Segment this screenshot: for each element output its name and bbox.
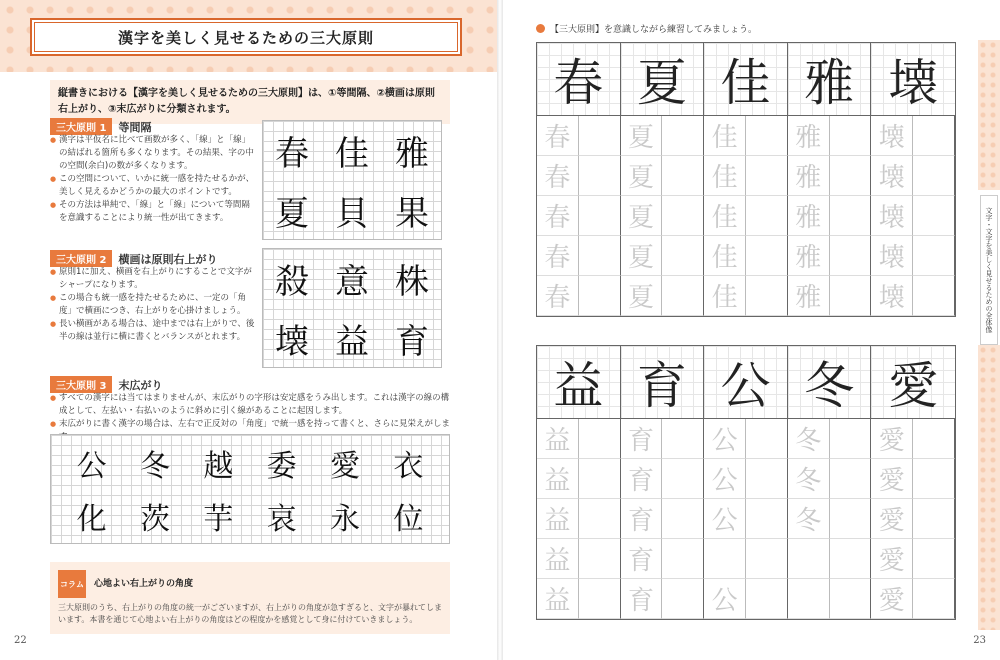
blank-cell[interactable]	[830, 539, 872, 579]
trace-cell[interactable]: 冬	[788, 499, 830, 539]
blank-cell[interactable]	[746, 419, 788, 459]
trace-cell[interactable]: 育	[621, 419, 663, 459]
kanji: 衣	[393, 448, 424, 484]
bullet: ● 末広がりに書く漢字の場合は、左右で正反対の「角度」で統一感を持って書くと、さらに見栄えがしま	[50, 418, 450, 444]
blank-cell[interactable]	[662, 156, 704, 196]
bullet: ● この場合も統一感を持たせるために、一定の「角度」で横画につき、右上がりを心掛けましょう。	[50, 292, 255, 318]
kanji: 意	[335, 261, 369, 302]
title-frame	[30, 18, 462, 56]
trace-cell[interactable]: 育	[621, 539, 663, 579]
rule-3-tag: 三大原則 3	[50, 376, 112, 393]
blank-cell[interactable]	[830, 459, 872, 499]
blank-cell[interactable]	[913, 116, 955, 156]
blank-cell[interactable]	[913, 539, 955, 579]
trace-cell[interactable]: 愛	[871, 539, 913, 579]
model-kanji: 冬	[788, 346, 872, 418]
blank-cell[interactable]	[913, 579, 955, 619]
trace-cell[interactable]: 壊	[871, 196, 913, 236]
bullet-flower-icon	[536, 24, 545, 33]
model-kanji: 雅	[788, 43, 872, 115]
blank-cell[interactable]	[662, 196, 704, 236]
blank-cell[interactable]	[788, 539, 830, 579]
trace-cell[interactable]: 佳	[704, 116, 746, 156]
blank-cell[interactable]	[662, 539, 704, 579]
blank-cell[interactable]	[746, 276, 788, 316]
blank-cell[interactable]	[830, 236, 872, 276]
kanji: 壊	[275, 321, 309, 362]
column-title: 心地よい右上がりの角度	[94, 579, 194, 589]
side-tab-pattern-bottom	[978, 345, 1000, 630]
bullet: ● 漢字は平仮名に比べて画数が多く、「線」と「線」の結ばれる箇所も多くなります。その結果、字の中の空間(余白)の数が多くなります。	[50, 134, 255, 173]
kanji: 委	[266, 448, 297, 484]
trace-cell[interactable]: 雅	[788, 116, 830, 156]
blank-cell[interactable]	[746, 236, 788, 276]
kanji: 永	[329, 501, 360, 537]
trace-cell[interactable]: 雅	[788, 196, 830, 236]
trace-cell[interactable]: 益	[537, 499, 579, 539]
kanji: 化	[76, 501, 107, 537]
rule-2-title: 横画は原則右上がり	[118, 252, 218, 266]
kanji: 茨	[139, 501, 170, 537]
blank-cell[interactable]	[913, 196, 955, 236]
kanji: 株	[395, 261, 429, 302]
rule-2-tag: 三大原則 2	[50, 250, 112, 267]
blank-cell[interactable]	[662, 499, 704, 539]
blank-cell[interactable]	[746, 116, 788, 156]
practice-block-1	[536, 42, 956, 317]
practice-instruction	[536, 22, 757, 35]
kanji: 果	[395, 193, 429, 234]
trace-cell[interactable]: 益	[537, 459, 579, 499]
trace-cell[interactable]: 春	[537, 196, 579, 236]
blank-cell[interactable]	[746, 459, 788, 499]
bullet: ● 原則1に加え、横画を右上がりにすることで文字がシャープになります。	[50, 266, 255, 292]
model-kanji: 壊	[871, 43, 955, 115]
trace-cell[interactable]: 夏	[621, 196, 663, 236]
kanji: 愛	[329, 448, 360, 484]
trace-cell[interactable]: 夏	[621, 236, 663, 276]
model-kanji: 佳	[704, 43, 788, 115]
kanji: 冬	[139, 448, 170, 484]
blank-cell[interactable]	[579, 116, 621, 156]
blank-cell[interactable]	[579, 499, 621, 539]
blank-cell[interactable]	[746, 196, 788, 236]
page-number-right: 23	[973, 635, 986, 646]
blank-cell[interactable]	[579, 236, 621, 276]
blank-cell[interactable]	[662, 419, 704, 459]
kanji: 越	[203, 448, 234, 484]
model-kanji: 公	[704, 346, 788, 418]
trace-cell[interactable]: 雅	[788, 156, 830, 196]
blank-cell[interactable]	[579, 579, 621, 619]
blank-cell[interactable]	[830, 116, 872, 156]
trace-cell[interactable]: 愛	[871, 419, 913, 459]
blank-cell[interactable]	[662, 116, 704, 156]
side-tab-label: 文字・文字を美しく見せるための全体像	[980, 195, 998, 345]
trace-cell[interactable]: 夏	[621, 276, 663, 316]
trace-cell[interactable]: 雅	[788, 276, 830, 316]
rule-1-bullets	[50, 134, 255, 225]
bullet: ● 長い横画がある場合は、途中までは右上がりで、後半の線は並行に横に書くとバランスがとれます。	[50, 318, 255, 344]
trace-grid-2[interactable]	[537, 419, 955, 619]
left-page	[0, 0, 497, 660]
page-title: 漢字を美しく見せるための三大原則	[34, 22, 458, 52]
trace-cell[interactable]: 公	[704, 579, 746, 619]
trace-cell[interactable]: 愛	[871, 459, 913, 499]
trace-cell[interactable]: 冬	[788, 419, 830, 459]
blank-cell[interactable]	[704, 539, 746, 579]
trace-cell[interactable]: 益	[537, 579, 579, 619]
model-kanji: 育	[621, 346, 705, 418]
rule-2-kanji	[262, 248, 442, 368]
rule-2-heading	[50, 250, 217, 267]
rule-1-kanji	[262, 120, 442, 240]
practice-block-2	[536, 345, 956, 620]
trace-cell[interactable]: 春	[537, 156, 579, 196]
page-number-left: 22	[14, 635, 27, 646]
blank-cell[interactable]	[662, 459, 704, 499]
blank-cell[interactable]	[830, 499, 872, 539]
trace-cell[interactable]: 夏	[621, 156, 663, 196]
kanji: 貝	[335, 193, 369, 234]
model-kanji: 愛	[871, 346, 955, 418]
trace-cell[interactable]: 佳	[704, 236, 746, 276]
blank-cell[interactable]	[830, 419, 872, 459]
blank-cell[interactable]	[662, 236, 704, 276]
right-page	[503, 0, 1000, 660]
blank-cell[interactable]	[579, 459, 621, 499]
blank-cell[interactable]	[830, 579, 872, 619]
trace-cell[interactable]: 佳	[704, 276, 746, 316]
blank-cell[interactable]	[746, 579, 788, 619]
blank-cell[interactable]	[913, 236, 955, 276]
model-row-1	[537, 43, 955, 116]
blank-cell[interactable]	[579, 156, 621, 196]
blank-cell[interactable]	[913, 459, 955, 499]
trace-cell[interactable]: 壊	[871, 116, 913, 156]
intro-text: 縦書きにおける【漢字を美しく見せるための三大原則】は、①等間隔、②横画は原則右上がり、③末広がりに分類されます。	[50, 80, 450, 124]
trace-cell[interactable]: 佳	[704, 156, 746, 196]
model-kanji: 夏	[621, 43, 705, 115]
trace-cell[interactable]: 春	[537, 116, 579, 156]
blank-cell[interactable]	[913, 499, 955, 539]
trace-cell[interactable]: 雅	[788, 236, 830, 276]
blank-cell[interactable]	[788, 579, 830, 619]
kanji: 芋	[203, 501, 234, 537]
trace-cell[interactable]: 愛	[871, 579, 913, 619]
kanji: 春	[275, 133, 309, 174]
blank-cell[interactable]	[913, 156, 955, 196]
rule-1-heading	[50, 118, 151, 135]
trace-cell[interactable]: 壊	[871, 236, 913, 276]
column-text: 三大原則のうち、右上がりの角度の統一がございますが、右上がりの角度が急すぎると、文字が暴れてしまいます。本書を通じて心地よい右上がりの角度はどの程度かを感覚として身に付けていきましょう。	[58, 603, 442, 624]
blank-cell[interactable]	[746, 539, 788, 579]
trace-cell[interactable]: 益	[537, 539, 579, 579]
blank-cell[interactable]	[579, 276, 621, 316]
trace-cell[interactable]: 壊	[871, 276, 913, 316]
column-icon: コラム	[58, 570, 86, 598]
trace-cell[interactable]: 佳	[704, 196, 746, 236]
rule-3-kanji	[60, 436, 440, 542]
trace-cell[interactable]: 夏	[621, 116, 663, 156]
trace-cell[interactable]: 公	[704, 499, 746, 539]
blank-cell[interactable]	[579, 539, 621, 579]
kanji: 雅	[395, 133, 429, 174]
blank-cell[interactable]	[662, 579, 704, 619]
rule-3-heading	[50, 376, 162, 393]
trace-cell[interactable]: 冬	[788, 459, 830, 499]
rule-2-bullets	[50, 266, 255, 344]
blank-cell[interactable]	[830, 196, 872, 236]
kanji: 哀	[266, 501, 297, 537]
kanji: 公	[76, 448, 107, 484]
model-kanji: 春	[537, 43, 621, 115]
side-tab-pattern-top	[978, 40, 1000, 190]
blank-cell[interactable]	[913, 419, 955, 459]
model-row-2	[537, 346, 955, 419]
trace-cell[interactable]: 春	[537, 236, 579, 276]
trace-cell[interactable]: 壊	[871, 156, 913, 196]
model-kanji: 益	[537, 346, 621, 418]
blank-cell[interactable]	[746, 499, 788, 539]
instruction-text: 【三大原則】を意識しながら練習してみましょう。	[550, 25, 758, 35]
blank-cell[interactable]	[579, 196, 621, 236]
trace-cell[interactable]: 春	[537, 276, 579, 316]
blank-cell[interactable]	[830, 156, 872, 196]
kanji: 佳	[335, 133, 369, 174]
trace-cell[interactable]: 育	[621, 459, 663, 499]
rule-1-title: 等間隔	[118, 120, 152, 134]
trace-cell[interactable]: 育	[621, 579, 663, 619]
blank-cell[interactable]	[746, 156, 788, 196]
kanji: 位	[393, 501, 424, 537]
trace-cell[interactable]: 公	[704, 419, 746, 459]
bullet: ● この空間について、いかに統一感を持たせるかが、美しく見えるかどうかの最大のポイントです。	[50, 173, 255, 199]
rule-3-title: 末広がり	[118, 378, 163, 392]
trace-cell[interactable]: 公	[704, 459, 746, 499]
trace-cell[interactable]: 愛	[871, 499, 913, 539]
kanji: 育	[395, 321, 429, 362]
kanji: 夏	[275, 193, 309, 234]
kanji: 益	[335, 321, 369, 362]
blank-cell[interactable]	[662, 276, 704, 316]
trace-cell[interactable]: 育	[621, 499, 663, 539]
column-box	[50, 562, 450, 634]
blank-cell[interactable]	[579, 419, 621, 459]
trace-cell[interactable]: 益	[537, 419, 579, 459]
bullet: ● すべての漢字には当てはまりませんが、末広がりの字形は安定感をうみ出します。これは漢字の線の構成として、左払い・右払いのように斜めに引く線があることに起因します。	[50, 392, 450, 418]
kanji: 殺	[275, 261, 309, 302]
rule-1-tag: 三大原則 1	[50, 118, 112, 135]
trace-grid-1[interactable]	[537, 116, 955, 316]
blank-cell[interactable]	[830, 276, 872, 316]
blank-cell[interactable]	[913, 276, 955, 316]
bullet: ● その方法は単純で、「線」と「線」について等間隔を意識することにより統一性が出てきます。	[50, 199, 255, 225]
